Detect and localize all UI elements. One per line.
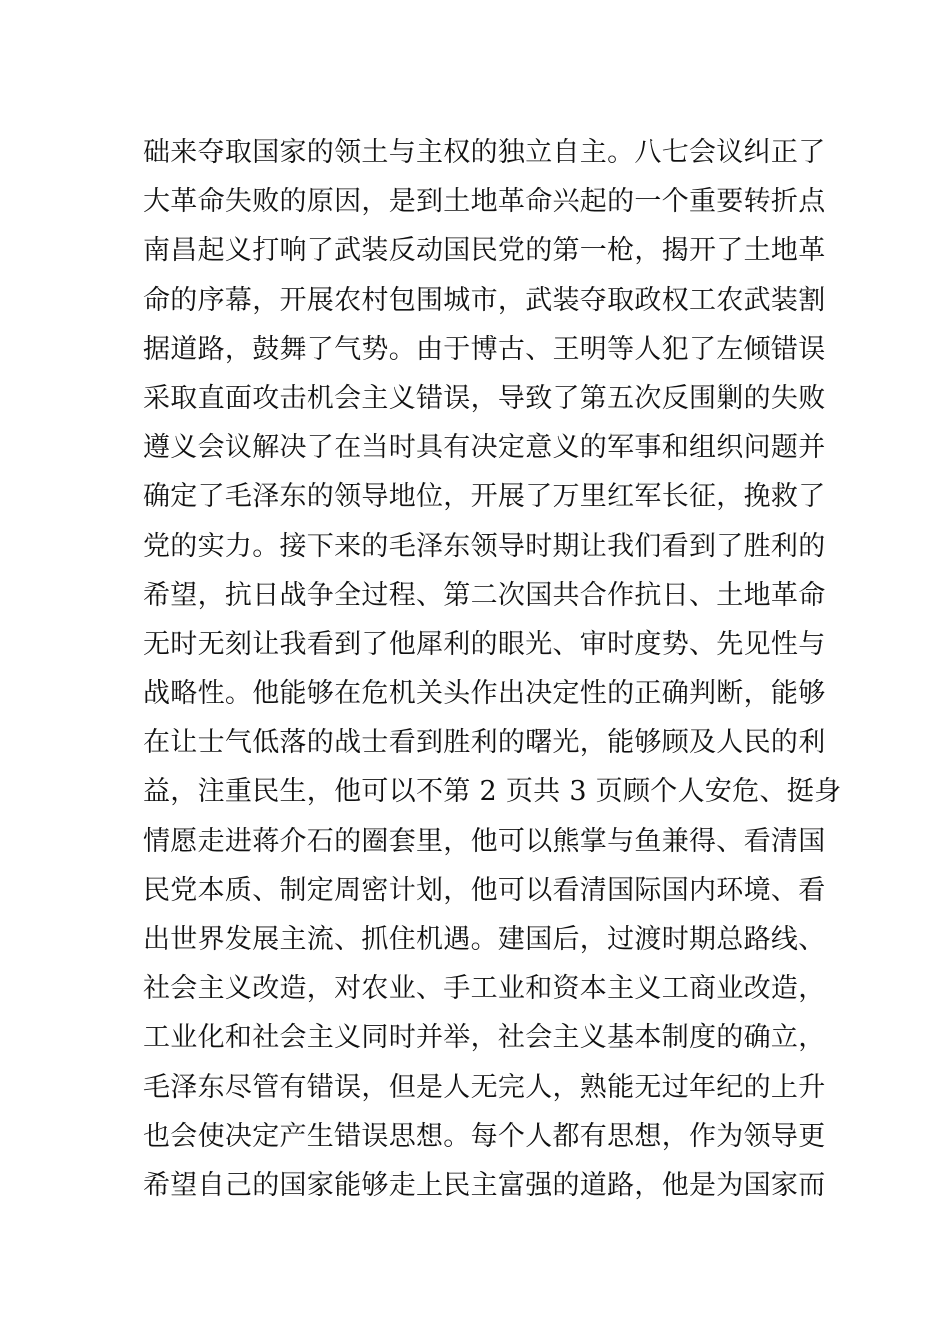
text-line: 命的序幕，开展农村包围城市，武装夺取政权工农武装割 bbox=[143, 284, 826, 316]
text-line: 工业化和社会主义同时并举，社会主义基本制度的确立， bbox=[143, 1022, 826, 1054]
text-line: 大革命失败的原因，是到土地革命兴起的一个重要转折点 bbox=[143, 186, 826, 218]
text-line: 遵义会议解决了在当时具有决定意义的军事和组织问题并 bbox=[143, 432, 826, 464]
text-line: 希望自己的国家能够走上民主富强的道路，他是为国家而 bbox=[143, 1169, 826, 1201]
text-line: 确定了毛泽东的领导地位，开展了万里红军长征，挽救了 bbox=[143, 481, 826, 513]
text-line: 益，注重民生，他可以不第 2 页共 3 页顾个人安危、挺身 bbox=[143, 776, 842, 808]
text-line: 情愿走进蒋介石的圈套里，他可以熊掌与鱼兼得、看清国 bbox=[143, 825, 826, 857]
text-line: 党的实力。接下来的毛泽东领导时期让我们看到了胜利的 bbox=[143, 530, 826, 562]
text-line: 希望，抗日战争全过程、第二次国共合作抗日、土地革命 bbox=[143, 579, 826, 611]
text-line: 毛泽东尽管有错误，但是人无完人，熟能无过年纪的上升 bbox=[143, 1071, 826, 1103]
text-line: 民党本质、制定周密计划，他可以看清国际国内环境、看 bbox=[143, 874, 826, 906]
text-line: 无时无刻让我看到了他犀利的眼光、审时度势、先见性与 bbox=[143, 628, 826, 660]
text-line: 据道路，鼓舞了气势。由于博古、王明等人犯了左倾错误 bbox=[143, 333, 826, 365]
body-text bbox=[143, 128, 842, 1210]
text-line: 础来夺取国家的领土与主权的独立自主。八七会议纠正了 bbox=[143, 137, 826, 168]
text-line: 也会使决定产生错误思想。每个人都有思想，作为领导更 bbox=[143, 1120, 826, 1152]
text-line: 采取直面攻击机会主义错误，导致了第五次反围剿的失败 bbox=[143, 382, 826, 414]
text-line: 南昌起义打响了武装反动国民党的第一枪，揭开了土地革 bbox=[143, 235, 826, 267]
text-line: 在让士气低落的战士看到胜利的曙光，能够顾及人民的利 bbox=[143, 727, 826, 759]
text-line: 出世界发展主流、抓住机遇。建国后，过渡时期总路线、 bbox=[143, 924, 826, 955]
text-line: 战略性。他能够在危机关头作出决定性的正确判断，能够 bbox=[143, 678, 826, 710]
text-line: 社会主义改造，对农业、手工业和资本主义工商业改造， bbox=[143, 973, 826, 1005]
